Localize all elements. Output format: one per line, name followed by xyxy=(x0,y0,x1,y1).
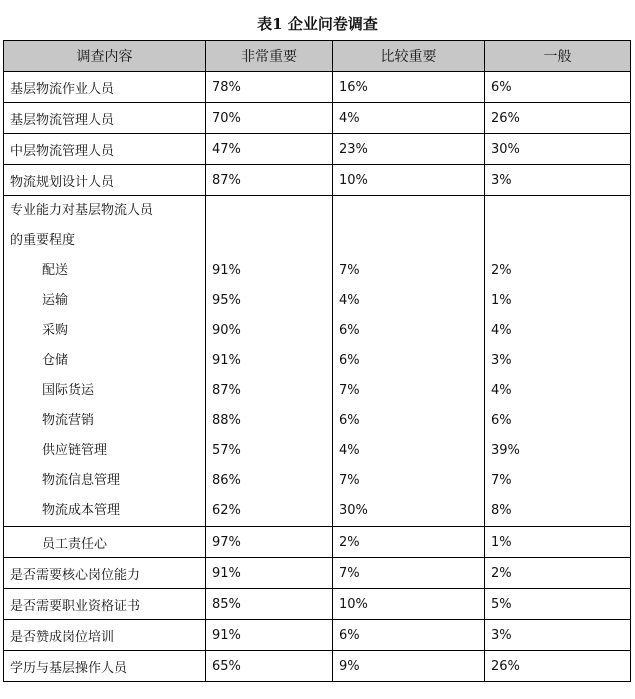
group-value: 4% xyxy=(491,323,512,338)
cell-average: 26% xyxy=(485,651,631,682)
group-value: 95% xyxy=(212,293,241,308)
table-row xyxy=(4,620,631,651)
group-label-cell xyxy=(4,196,206,527)
group-row xyxy=(4,196,631,527)
group-value: 4% xyxy=(339,293,360,308)
row-label: 学历与基层操作人员 xyxy=(4,651,206,682)
row-label: 基层物流作业人员 xyxy=(4,72,206,103)
group-heading-line2: 的重要程度 xyxy=(10,233,76,248)
table-row xyxy=(4,103,631,134)
table-row xyxy=(4,558,631,589)
group-value: 62% xyxy=(212,503,241,518)
cell-fairly-important: 9% xyxy=(333,651,485,682)
row-label: 是否需要核心岗位能力 xyxy=(4,558,206,589)
group-item-label: 物流营销 xyxy=(42,413,95,428)
cell-very-important: 91% xyxy=(206,558,333,589)
group-value: 6% xyxy=(339,353,360,368)
table-caption: 表1 企业问卷调查 xyxy=(257,15,378,33)
cell-very-important: 91% xyxy=(206,620,333,651)
cell-average: 1% xyxy=(485,527,631,558)
group-average-cell xyxy=(485,196,631,527)
row-label: 中层物流管理人员 xyxy=(4,134,206,165)
group-value: 7% xyxy=(339,473,360,488)
cell-very-important: 87% xyxy=(206,165,333,196)
cell-very-important: 47% xyxy=(206,134,333,165)
header-item: 调查内容 xyxy=(4,41,206,72)
group-value: 4% xyxy=(491,383,512,398)
group-value: 91% xyxy=(212,353,241,368)
group-value: 39% xyxy=(491,443,520,458)
header-fairly-important: 比较重要 xyxy=(333,41,485,72)
cell-average: 3% xyxy=(485,620,631,651)
group-very-important-cell xyxy=(206,196,333,527)
group-value: 6% xyxy=(339,413,360,428)
cell-very-important: 85% xyxy=(206,589,333,620)
group-value: 3% xyxy=(491,353,512,368)
cell-fairly-important: 23% xyxy=(333,134,485,165)
group-value: 6% xyxy=(339,323,360,338)
table-row xyxy=(4,165,631,196)
cell-very-important: 65% xyxy=(206,651,333,682)
group-value: 1% xyxy=(491,293,512,308)
cell-very-important: 78% xyxy=(206,72,333,103)
group-item-label: 物流成本管理 xyxy=(42,503,121,518)
group-item-label: 供应链管理 xyxy=(42,443,108,458)
group-value: 57% xyxy=(212,443,241,458)
group-item-label: 国际货运 xyxy=(42,383,95,398)
row-label: 是否需要职业资格证书 xyxy=(4,589,206,620)
group-value: 8% xyxy=(491,503,512,518)
header-row xyxy=(4,41,631,72)
cell-fairly-important: 2% xyxy=(333,527,485,558)
group-value: 7% xyxy=(491,473,512,488)
group-item-label: 运输 xyxy=(42,293,69,308)
group-item-label: 配送 xyxy=(42,263,69,278)
group-value: 87% xyxy=(212,383,241,398)
row-label: 是否赞成岗位培训 xyxy=(4,620,206,651)
cell-fairly-important: 6% xyxy=(333,620,485,651)
header-average: 一般 xyxy=(485,41,631,72)
table-row xyxy=(4,651,631,682)
group-value: 4% xyxy=(339,443,360,458)
cell-average: 3% xyxy=(485,165,631,196)
group-value: 88% xyxy=(212,413,241,428)
survey-table xyxy=(3,40,631,682)
cell-fairly-important: 16% xyxy=(333,72,485,103)
table-row xyxy=(4,589,631,620)
group-value: 7% xyxy=(339,383,360,398)
group-item-label: 仓储 xyxy=(42,353,69,368)
table-row xyxy=(4,527,631,558)
cell-average: 2% xyxy=(485,558,631,589)
table-row xyxy=(4,134,631,165)
header-very-important: 非常重要 xyxy=(206,41,333,72)
cell-average: 26% xyxy=(485,103,631,134)
cell-fairly-important: 4% xyxy=(333,103,485,134)
cell-fairly-important: 7% xyxy=(333,558,485,589)
cell-very-important: 97% xyxy=(206,527,333,558)
group-value: 7% xyxy=(339,263,360,278)
group-heading-line1: 专业能力对基层物流人员 xyxy=(10,203,154,218)
cell-average: 6% xyxy=(485,72,631,103)
cell-average: 30% xyxy=(485,134,631,165)
group-value: 30% xyxy=(339,503,368,518)
group-fairly-important-cell xyxy=(333,196,485,527)
row-label: 物流规划设计人员 xyxy=(4,165,206,196)
cell-fairly-important: 10% xyxy=(333,589,485,620)
group-value: 90% xyxy=(212,323,241,338)
group-item-label: 物流信息管理 xyxy=(42,473,121,488)
group-item-label: 采购 xyxy=(42,323,69,338)
cell-fairly-important: 10% xyxy=(333,165,485,196)
table-row xyxy=(4,72,631,103)
group-value: 6% xyxy=(491,413,512,428)
cell-average: 5% xyxy=(485,589,631,620)
group-value: 86% xyxy=(212,473,241,488)
group-value: 91% xyxy=(212,263,241,278)
group-value: 2% xyxy=(491,263,512,278)
row-label: 基层物流管理人员 xyxy=(4,103,206,134)
cell-very-important: 70% xyxy=(206,103,333,134)
row-label: 员工责任心 xyxy=(4,527,206,558)
